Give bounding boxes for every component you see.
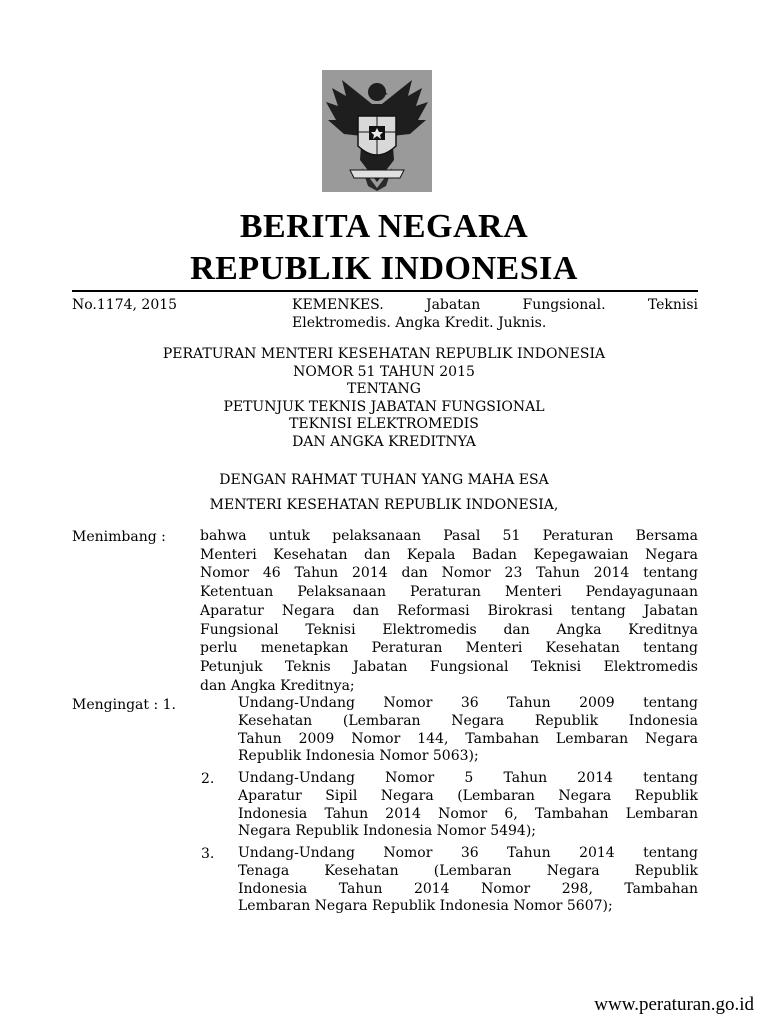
item-line: Undang-Undang Nomor 5 Tahun 2014 tentang (238, 770, 698, 786)
footer-url: www.peraturan.go.id (594, 994, 754, 1015)
paragraph-line: Fungsional Teknisi Elektromedis dan Angka Kreditnya (200, 621, 698, 638)
garuda-emblem-icon (322, 70, 432, 192)
item-line: Tenaga Kesehatan (Lembaran Negara Republik (238, 862, 698, 879)
item-line: Tahun 2009 Nomor 144, Tambahan Lembaran Negara (238, 730, 698, 747)
mengingat-item-1 (238, 695, 698, 766)
item-line: Undang-Undang Nomor 36 Tahun 2014 tentang (238, 845, 698, 861)
regulation-line: PETUNJUK TEKNIS JABATAN FUNGSIONAL (223, 398, 545, 415)
paragraph-line: dan Angka Kreditnya; (200, 677, 355, 694)
paragraph-line: Menteri Kesehatan dan Kepala Badan Kepegawaian Negara (200, 546, 698, 563)
regulation-line: TEKNISI ELEKTROMEDIS (289, 416, 479, 432)
mengingat-item-2 (238, 770, 698, 841)
title-divider (72, 290, 698, 292)
item-line: Indonesia Tahun 2014 Nomor 6, Tambahan Lembaran (238, 805, 698, 822)
regulation-line: NOMOR 51 TAHUN 2015 (293, 363, 475, 380)
paragraph-line: Petunjuk Teknis Jabatan Fungsional Teknisi Elektromedis (200, 658, 698, 675)
gazette-title: BERITA NEGARA (239, 208, 529, 245)
paragraph-line: Nomor 46 Tahun 2014 dan Nomor 23 Tahun 2014 tentang (200, 565, 698, 582)
regulation-line: TENTANG (347, 381, 421, 397)
gazette-subtitle: REPUBLIK INDONESIA (190, 250, 578, 287)
item-number: 3. (201, 846, 215, 862)
gazette-subject-line1: KEMENKES. Jabatan Fungsional. Teknisi (292, 297, 698, 313)
gazette-subject-line2: Elektromedis. Angka Kredit. Juknis. (292, 315, 547, 331)
regulation-line: DAN ANGKA KREDITNYA (292, 433, 476, 450)
menimbang-label: Menimbang : (72, 529, 166, 545)
paragraph-line: bahwa untuk pelaksanaan Pasal 51 Peraturan Bersama (200, 528, 698, 544)
item-line: Indonesia Tahun 2014 Nomor 298, Tambahan (238, 880, 698, 897)
mengingat-item-3 (238, 845, 698, 916)
paragraph-line: perlu menetapkan Peraturan Menteri Kesehatan tentang (200, 640, 698, 657)
gazette-number: No.1174, 2015 (72, 297, 178, 313)
item-line: Kesehatan (Lembaran Negara Republik Indonesia (238, 712, 698, 729)
invocation: DENGAN RAHMAT TUHAN YANG MAHA ESA (219, 472, 549, 488)
item-line: Lembaran Negara Republik Indonesia Nomor 5607); (238, 898, 613, 915)
menimbang-paragraph (200, 527, 698, 695)
item-number: 2. (201, 771, 215, 787)
paragraph-line: Ketentuan Pelaksanaan Peraturan Menteri Pendayagunaan (200, 584, 698, 601)
item-line: Negara Republik Indonesia Nomor 5494); (238, 823, 537, 840)
item-line: Undang-Undang Nomor 36 Tahun 2009 tentang (238, 695, 698, 711)
regulation-heading (0, 346, 768, 451)
item-line: Aparatur Sipil Negara (Lembaran Negara Republik (238, 787, 698, 804)
mengingat-label: Mengingat : 1. (72, 697, 177, 713)
minister-line: MENTERI KESEHATAN REPUBLIK INDONESIA, (209, 497, 559, 513)
paragraph-line: Aparatur Negara dan Reformasi Birokrasi tentang Jabatan (200, 602, 698, 619)
item-line: Republik Indonesia Nomor 5063); (238, 748, 479, 765)
regulation-line: PERATURAN MENTERI KESEHATAN REPUBLIK INDONESIA (162, 346, 606, 362)
